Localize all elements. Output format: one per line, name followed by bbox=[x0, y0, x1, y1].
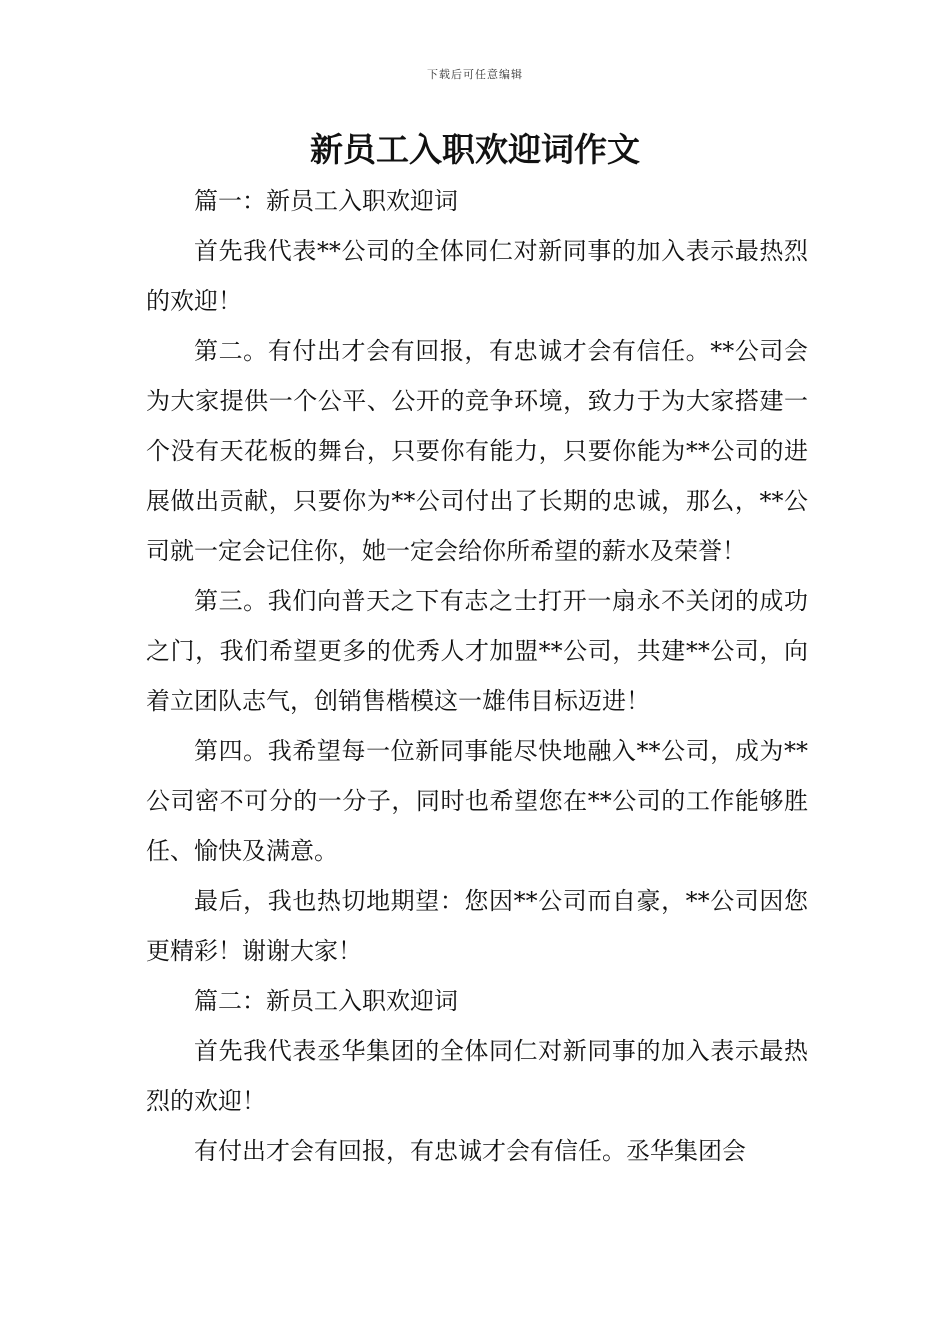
paragraph: 第四。我希望每一位新同事能尽快地融入**公司，成为**公司密不可分的一分子，同时也希望您在**公司的工作能够胜任、愉快及满意。 bbox=[146, 737, 808, 865]
document-body bbox=[146, 176, 808, 1176]
paragraph: 首先我代表丞华集团的全体同仁对新同事的加入表示最热烈的欢迎！ bbox=[146, 1037, 808, 1115]
paragraph: 最后，我也热切地期望：您因**公司而自豪，**公司因您更精彩！谢谢大家！ bbox=[146, 887, 808, 965]
section-heading-one: 篇一：新员工入职欢迎词 bbox=[194, 187, 458, 215]
paragraph: 有付出才会有回报，有忠诚才会有信任。丞华集团会 bbox=[194, 1137, 746, 1165]
paragraph: 第二。有付出才会有回报，有忠诚才会有信任。**公司会为大家提供一个公平、公开的竞争环境，致力于为大家搭建一个没有天花板的舞台，只要你有能力，只要你能为**公司的进展做出贡献，只要你为**公司付出了长期的忠诚，那么，**公司就一定会记住你，她一定会给你所希望的薪水及荣誉！ bbox=[146, 337, 808, 565]
paragraph: 首先我代表**公司的全体同仁对新同事的加入表示最热烈的欢迎！ bbox=[146, 237, 808, 315]
section-heading-two: 篇二：新员工入职欢迎词 bbox=[194, 987, 458, 1015]
header-note: 下载后可任意编辑 bbox=[427, 68, 523, 81]
document-title: 新员工入职欢迎词作文 bbox=[310, 130, 640, 169]
paragraph: 第三。我们向普天之下有志之士打开一扇永不关闭的成功之门，我们希望更多的优秀人才加盟**公司，共建**公司，向着立团队志气，创销售楷模这一雄伟目标迈进！ bbox=[146, 587, 808, 715]
